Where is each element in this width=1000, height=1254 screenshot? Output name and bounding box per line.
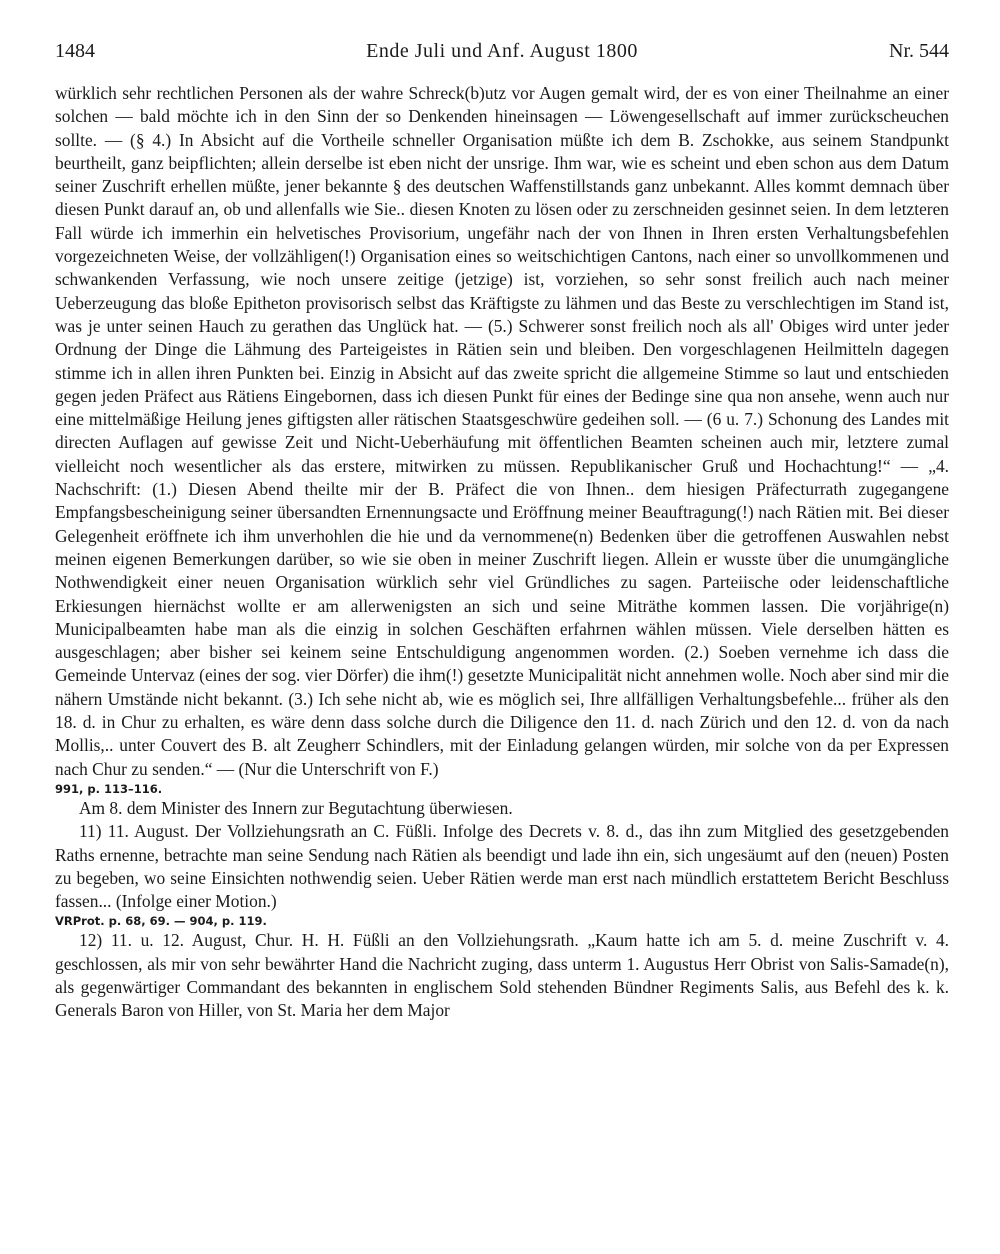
paragraph-entry-11: 11) 11. August. Der Vollziehungsrath an C. Füßli. Infolge des Decrets v. 8. d., das ihn zum Mitglied des gesetzgebenden Raths ernenne, betrachte man seine Sendung nach Rätien als beendigt und lade ihn ein, sich ungesäumt auf den (neuen) Posten zu begeben, wo seine Einsichten nothwendig seien. Ueber Rätien werde man erst nach mündlich erstattetem Bericht Beschluss fassen... (Infolge einer Motion.) bbox=[55, 821, 949, 912]
source-reference: 991, p. 113–116. bbox=[55, 781, 163, 796]
paragraph-entry-12: 12) 11. u. 12. August, Chur. H. H. Füßli an den Vollziehungsrath. „Kaum hatte ich am 5. d. meine Zuschrift v. 4. geschlossen, als mir von sehr bewährter Hand die Nachricht zuging, dass unterm 1. Augustus Herr Obrist von Salis-Samade(n), als gegenwärtiger Commandant des bekannten in englischem Sold stehenden Bündner Regiments Salis, aus Befehl des k. k. Generals Baron von Hiller, von St. Maria her dem Major bbox=[55, 930, 949, 1021]
page-body bbox=[55, 82, 949, 1023]
paragraph-letter-continuation: würklich sehr rechtlichen Personen als der wahre Schreck(b)utz vor Augen gemalt wird, der es von einer Theilnahme an einer solchen — bald möchte ich in den Sinn der so Denkenden hineinsagen — Löwengesellschaft auf immer zurückscheuchen sollte. — (§ 4.) In Absicht auf die Vortheile schneller Organisation müßte ich dem B. Zschokke, aus seinem Standpunkt beurtheilt, ganz beipflichten; allein derselbe ist eben nicht der unsrige. Ihm war, wie es scheint und eben schon aus dem Datum seiner Zuschrift erhellen müßte, jener bekannte § des deutschen Waffenstillstands ganz unbekannt. Alles kommt demnach über diesen Punkt darauf an, ob und allenfalls wie Sie.. diesen Knoten zu lösen oder zu zerschneiden gesinnet seien. In dem letzteren Fall würde ich immerhin ein helvetisches Provisorium, ungefähr nach der von Ihnen in Ihren ersten Verhaltungsbefehlen vorgezeichneten Weise, der vollzähligen(!) Organisation eines so weitschichtigen Cantons, nach einer so unvollkommenen und schwankenden Verfassung, wie noch unsere zeitige (jetzige) ist, vorziehen, so sehr sonst freilich auch nach meiner Ueberzeugung das bloße Epitheton provisorisch selbst das Kräftigste zu lähmen und das Beste zu verschlechtigen im Stand ist, was je unter seinen Hauch zu gerathen das Unglück hat. — (5.) Schwerer sonst freilich noch als all' Obiges wird unter jeder Ordnung der Dinge die Lähmung des Parteigeistes in Rätien sein und bleiben. Den vorgeschlagenen Heilmitteln dagegen stimme ich in allen ihren Punkten bei. Einzig in Absicht auf das zweite spricht die allgemeine Stimme so laut und entschieden gegen jeden Präfect aus Rätiens Eingebornen, dass ich diesen Punkt für eines der Bedinge sine qua non ansehe, wenn auch nur eine mittelmäßige Heilung jenes giftigsten aller rätischen Staatsgeschwüre gedeihen soll. — (6 u. 7.) Schonung des Landes mit directen Auflagen auf gewisse Zeit und Nicht-Ueberhäufung mit öffentlichen Beamten scheinen auch mir, letztere zumal vielleicht noch wesentlicher als das erstere, mitwirken zu müssen. Republikanischer Gruß und Hochachtung!“ — „4. Nachschrift: (1.) Diesen Abend theilte mir der B. Präfect die von Ihnen.. dem hiesigen Präfecturrath zugegangene Empfangsbescheinigung seiner übersandten Ernennungsacte und Eröffnung meiner Beauftragung(!) nach Rätien mit. Bei dieser Gelegenheit eröffnete ich ihm unverhohlen die hie und da vernommene(n) Bedenken über die getroffenen Auswahlen nebst meinen eigenen Bemerkungen darüber, so wie sie oben in meiner Zuschrift liegen. Allein er wusste über die unumgängliche Nothwendigkeit einer neuen Organisation würklich sehr viel Gründliches zu sagen. Parteiische oder leidenschaftliche Erkiesungen hiernächst wollte er am allerwenigsten an sich und seine Miträthe kommen lassen. Die vorjährige(n) Municipalbeamten habe man als die einzig in solchen Geschäften erfahrnen wählen müssen. Viele derselben hätten es ausgeschlagen; aber bisher sei keinem seine Entschuldigung angenommen worden. (2.) Soeben vernehme ich dass die Gemeinde Untervaz (eines der sog. vier Dörfer) die ihm(!) gesetzte Municipalität nicht annehmen wolle. Noch aber sind mir die nähern Umstände nicht bekannt. (3.) Ich sehe nicht ab, wie es möglich sei, Ihre allfälligen Verhaltungsbefehle... früher als den 18. d. in Chur zu erhalten, es wäre denn dass solche durch die Diligence den 11. d. nach Zürich und den 12. d. von da nach Mollis,.. unter Couvert des B. alt Zeugherr Schindlers, mit der Einladung gelangen würden, mir solche von da per Expressen nach Chur zu senden.“ — (Nur die Unterschrift von F.) bbox=[55, 83, 949, 779]
source-reference: VRProt. p. 68, 69. — 904, p. 119. bbox=[55, 914, 267, 929]
paragraph-note: Am 8. dem Minister des Innern zur Begutachtung überwiesen. bbox=[79, 797, 513, 818]
document-number: Nr. 544 bbox=[889, 40, 949, 62]
running-title: Ende Juli und Anf. August 1800 bbox=[366, 40, 638, 62]
page-number: 1484 bbox=[55, 40, 95, 62]
running-header bbox=[55, 40, 949, 70]
